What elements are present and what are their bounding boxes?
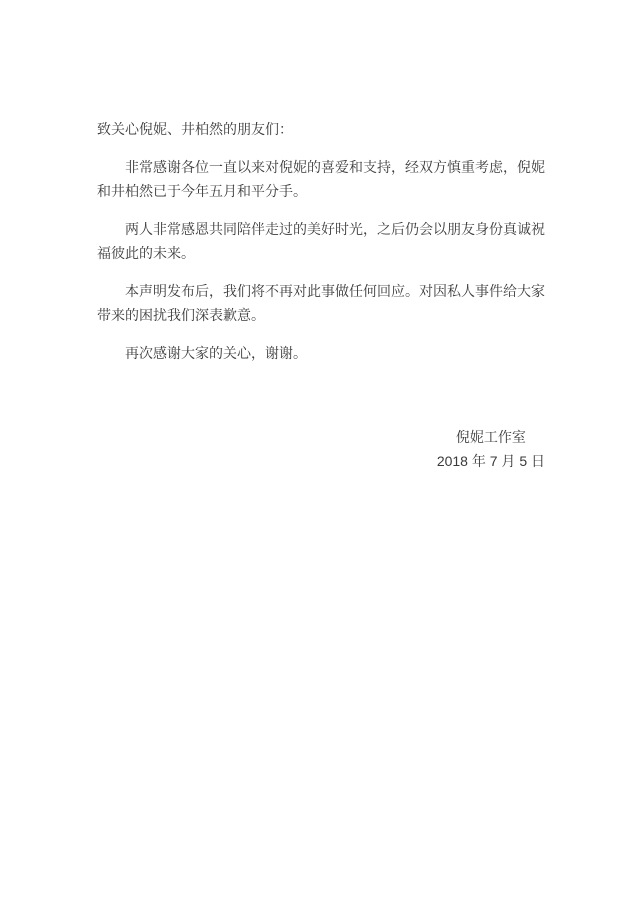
paragraph: 两人非常感恩共同陪伴走过的美好时光，之后仍会以朋友身份真诚祝福彼此的未来。 (97, 221, 545, 261)
paragraph: 再次感谢大家的关心，谢谢。 (125, 345, 307, 361)
signature-block (97, 425, 545, 473)
signature: 倪妮工作室 (455, 429, 526, 445)
salutation: 致关心倪妮、井柏然的朋友们： (97, 121, 293, 137)
paragraph: 非常感谢各位一直以来对倪妮的喜爱和支持，经双方慎重考虑，倪妮和井柏然已于今年五月和平分手。 (97, 159, 545, 199)
date: 2018 年 7 月 5 日 (436, 453, 545, 469)
paragraph: 本声明发布后，我们将不再对此事做任何回应。对因私人事件给大家带来的困扰我们深表歉意。 (97, 283, 545, 323)
